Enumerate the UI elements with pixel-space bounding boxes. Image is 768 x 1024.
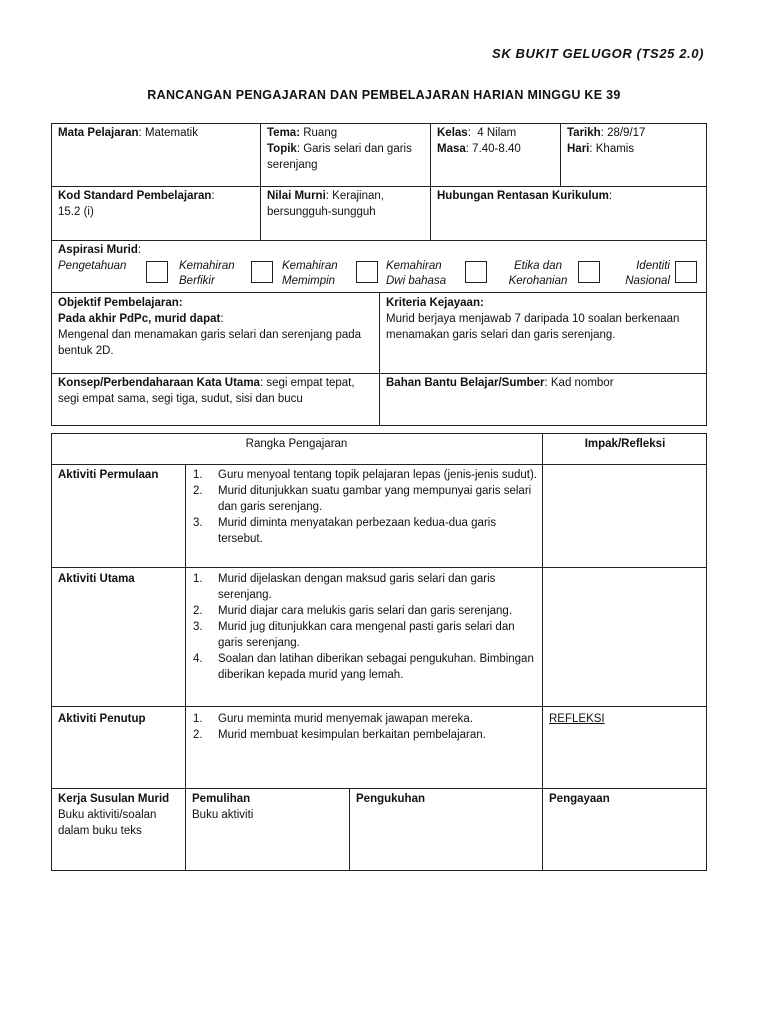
col-divider	[430, 123, 431, 240]
cross-curriculum-cell: Hubungan Rentasan Kurikulum:	[437, 190, 613, 202]
standard-label: Kod Standard Pembelajaran	[58, 190, 212, 202]
time-value: 7.40-8.40	[472, 143, 521, 155]
remedial-label: Pemulihan	[192, 793, 251, 805]
theme-cell: Tema: Ruang Topik: Garis selari dan garis serenjang	[267, 127, 412, 171]
impact-header: Impak/Refleksi	[584, 438, 666, 450]
list-item: 2. Murid ditunjukkan suatu gambar yang mempunyai garis selari dan garis serenjang.	[193, 485, 532, 513]
objectives-cell: Objektif Pembelajaran: Pada akhir PdPc, murid dapat: Mengenal dan menamakan garis selari dan serenjang pada bentuk 2D.	[58, 295, 374, 359]
values-label: Nilai Murni	[267, 190, 326, 202]
col-divider	[349, 788, 350, 871]
criteria-text: Murid berjaya menjawab 7 daripada 10 soalan berkenaan menamakan garis selari dan garis serenjang.	[386, 313, 680, 341]
list-item: 3. Murid diminta menyatakan perbezaan kedua-dua garis tersebut.	[193, 517, 497, 545]
resources-text: Kad nombor	[550, 377, 614, 389]
list-item: 1. Murid dijelaskan dengan maksud garis selari dan garis serenjang.	[193, 573, 496, 601]
aspiration-heading: Aspirasi Murid:	[58, 244, 142, 256]
closing-steps	[187, 711, 537, 743]
col-divider	[185, 464, 186, 871]
list-item: 2. Murid diajar cara melukis garis selari dan garis serenjang.	[193, 605, 513, 617]
aspiration-label: Aspirasi Murid	[58, 244, 138, 256]
followup-text: Buku aktiviti/soalan dalam buku teks	[58, 809, 157, 837]
row-divider	[51, 788, 707, 789]
objectives-label: Objektif Pembelajaran:	[58, 297, 183, 309]
cross-curriculum-label: Hubungan Rentasan Kurikulum	[437, 190, 609, 202]
subject-value: Matematik	[144, 127, 198, 139]
list-item: 1. Guru meminta murid menyemak jawapan mereka.	[193, 713, 474, 725]
section-label-main: Aktiviti Utama	[58, 573, 135, 585]
followup-label: Kerja Susulan Murid	[58, 793, 170, 805]
school-code: SK BUKIT GELUGOR (TS25 2.0)	[492, 46, 704, 61]
concepts-cell: Konsep/Perbendaharaan Kata Utama: segi empat tepat, segi empat sama, segi tiga, sudut, sisi dan bucu	[58, 377, 355, 405]
resources-cell: Bahan Bantu Belajar/Sumber: Kad nombor	[386, 377, 614, 389]
framework-header: Rangka Pengajaran	[245, 438, 348, 450]
standard-cell: Kod Standard Pembelajaran: 15.2 (i)	[58, 188, 256, 220]
aspiration-item-identity: Identiti Nasional	[625, 260, 670, 287]
section-label-closing: Aktiviti Penutup	[58, 713, 146, 725]
followup-cell	[58, 791, 182, 839]
opening-steps	[187, 467, 537, 547]
row-divider	[51, 186, 707, 187]
time-label: Masa	[437, 143, 466, 155]
row-divider	[51, 240, 707, 241]
row-divider	[51, 464, 707, 465]
list-item: 4. Soalan dan latihan diberikan sebagai pengukuhan. Bimbingan diberikan kepada murid yang lemah.	[193, 653, 534, 681]
list-item: 3. Murid jug ditunjukkan cara mengenal pasti garis selari dan garis serenjang.	[193, 621, 515, 649]
class-cell: Kelas: 4 Nilam Masa: 7.40-8.40	[437, 127, 521, 155]
aspiration-item-knowledge: Pengetahuan	[58, 260, 127, 272]
section-label-opening: Aktiviti Permulaan	[58, 469, 159, 481]
aspiration-checkbox-identity[interactable]	[675, 261, 697, 283]
remedial-cell	[192, 791, 344, 823]
reinforcement-cell	[356, 791, 536, 807]
col-divider	[560, 123, 561, 186]
reinforcement-label: Pengukuhan	[356, 793, 426, 805]
concepts-label: Konsep/Perbendaharaan Kata Utama	[58, 377, 260, 389]
aspiration-checkbox-leadership[interactable]	[356, 261, 378, 283]
day-label: Hari	[567, 143, 590, 155]
resources-label: Bahan Bantu Belajar/Sumber	[386, 377, 545, 389]
subject-label: Mata Pelajaran	[58, 127, 139, 139]
topic-label: Topik	[267, 143, 297, 155]
aspiration-item-leadership: Kemahiran Memimpin	[282, 260, 338, 287]
subject-cell: Mata Pelajaran: Matematik	[58, 127, 198, 139]
remedial-text: Buku aktiviti	[192, 809, 254, 821]
aspiration-checkbox-thinking[interactable]	[251, 261, 273, 283]
day-value: Khamis	[595, 143, 635, 155]
class-label: Kelas	[437, 127, 468, 139]
aspiration-checkbox-knowledge[interactable]	[146, 261, 168, 283]
list-item: 1. Guru menyoal tentang topik pelajaran lepas (jenis-jenis sudut).	[193, 469, 537, 481]
criteria-cell	[386, 295, 702, 343]
list-item: 2. Murid membuat kesimpulan berkaitan pembelajaran.	[193, 729, 486, 741]
document-title: RANCANGAN PENGAJARAN DAN PEMBELAJARAN HARIAN MINGGU KE 39	[147, 88, 621, 102]
values-cell: Nilai Murni: Kerajinan, bersungguh-sungguh	[267, 190, 384, 218]
row-divider	[51, 706, 707, 707]
objectives-sub-label: Pada akhir PdPc, murid dapat	[58, 313, 221, 325]
reflection-link[interactable]: REFLEKSI	[549, 713, 605, 725]
date-value: 28/9/17	[607, 127, 646, 139]
main-steps	[187, 571, 537, 683]
date-cell: Tarikh: 28/9/17 Hari: Khamis	[567, 127, 646, 155]
objectives-text: Mengenal dan menamakan garis selari dan serenjang pada bentuk 2D.	[58, 329, 362, 357]
aspiration-item-thinking: Kemahiran Berfikir	[179, 260, 235, 287]
criteria-label: Kriteria Kejayaan:	[386, 297, 484, 309]
theme-label: Tema:	[267, 127, 301, 139]
enrichment-label: Pengayaan	[549, 793, 610, 805]
topic-value: Garis selari dan garis serenjang	[267, 143, 412, 171]
class-value: 4 Nilam	[477, 127, 517, 139]
row-divider	[51, 567, 707, 568]
enrichment-cell	[549, 791, 699, 807]
date-label: Tarikh	[567, 127, 601, 139]
values-value: Kerajinan, bersungguh-sungguh	[267, 190, 384, 218]
aspiration-checkbox-bilingual[interactable]	[465, 261, 487, 283]
col-divider	[542, 433, 543, 871]
standard-value: 15.2 (i)	[58, 206, 94, 218]
concepts-text: segi empat tepat, segi empat sama, segi tiga, sudut, sisi dan bucu	[58, 377, 355, 405]
aspiration-item-bilingual: Kemahiran Dwi bahasa	[386, 260, 447, 287]
col-divider	[260, 123, 261, 240]
aspiration-checkbox-ethics[interactable]	[578, 261, 600, 283]
aspiration-item-ethics: Etika dan Kerohanian	[508, 260, 568, 287]
theme-value: Ruang	[303, 127, 338, 139]
col-divider	[379, 292, 380, 426]
